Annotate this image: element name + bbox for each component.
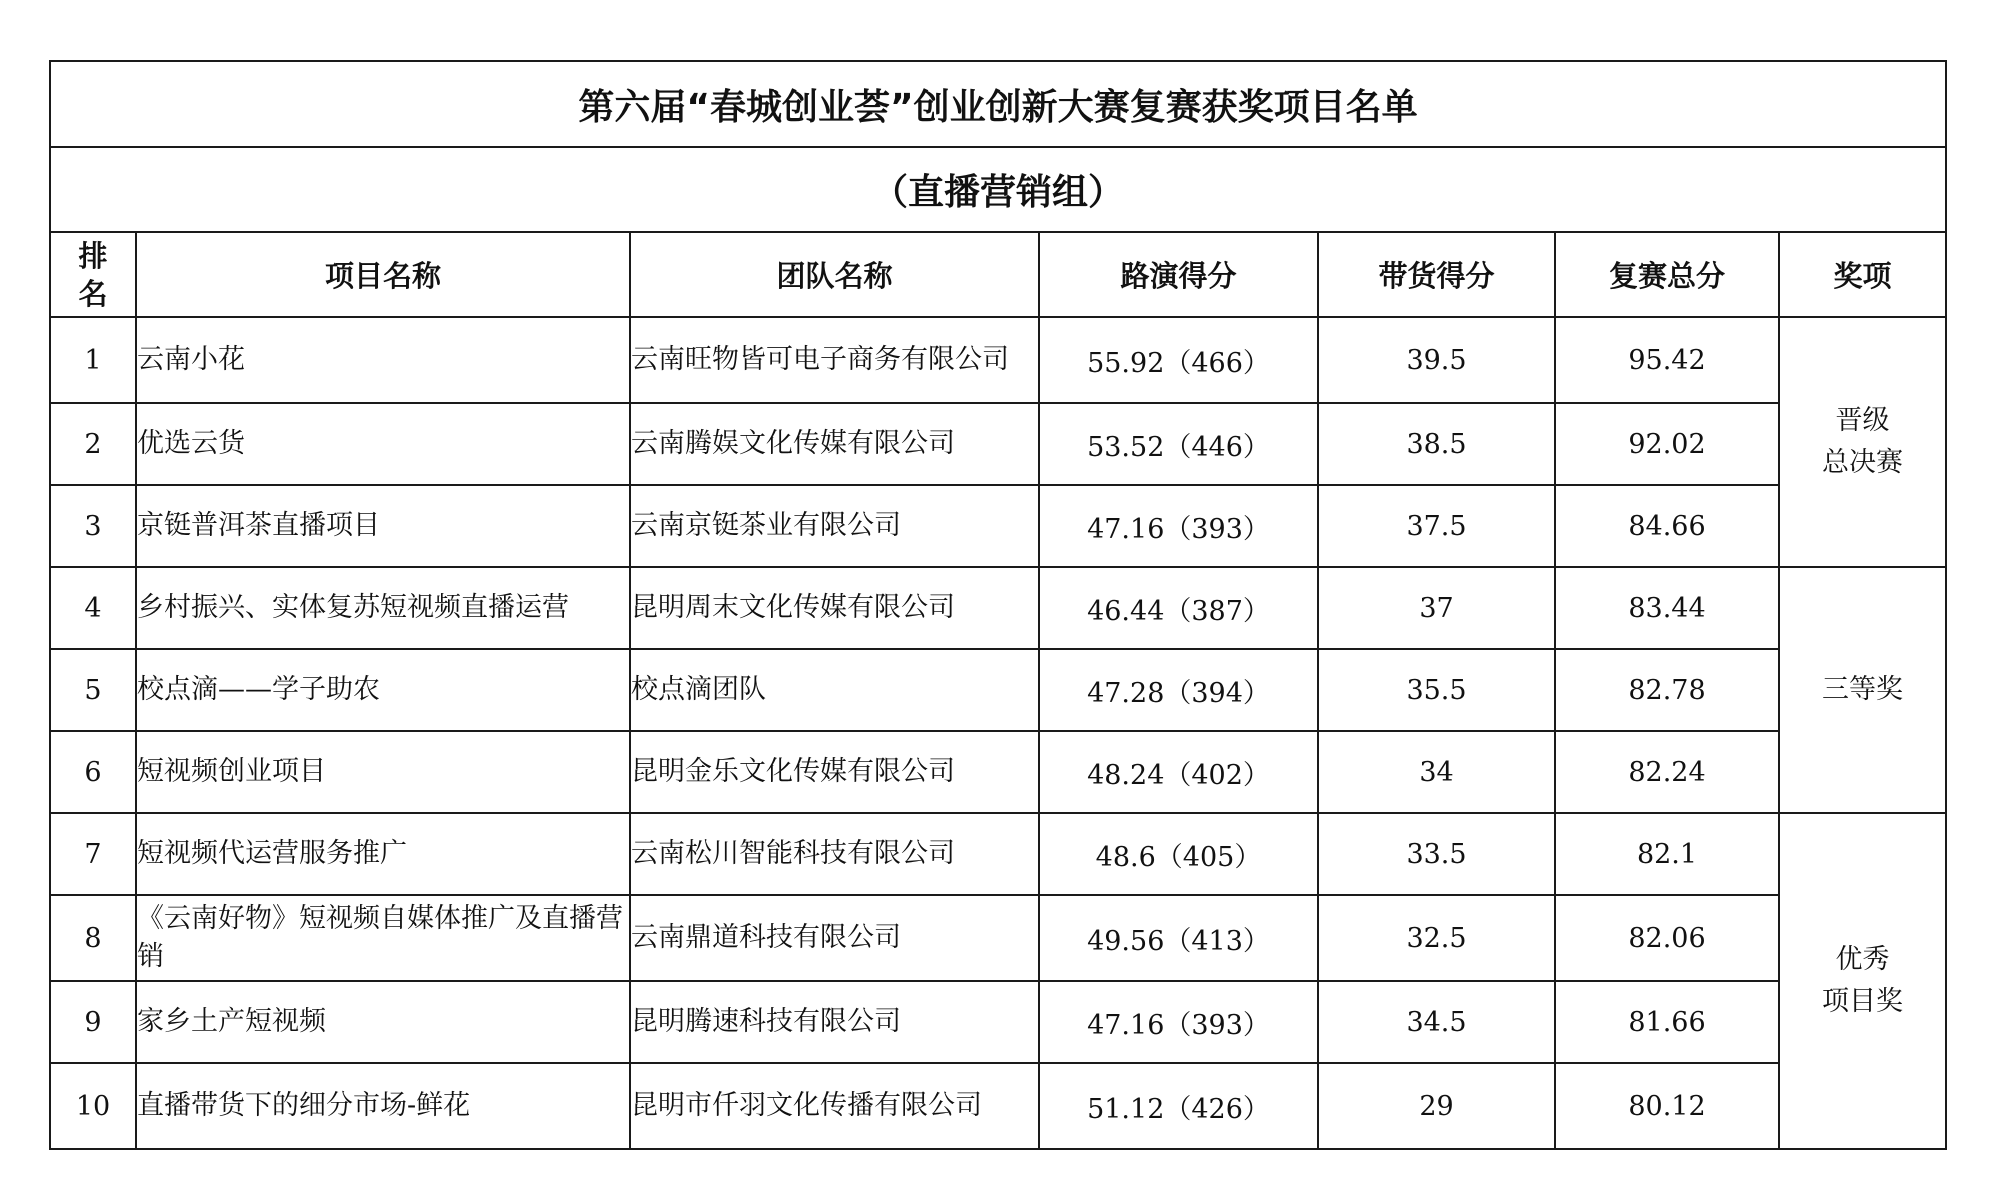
sales-score-cell: 37	[1318, 567, 1555, 649]
rank-cell: 5	[50, 649, 136, 731]
table-row	[50, 813, 1946, 895]
total-score-cell: 92.02	[1555, 403, 1779, 485]
table-row	[50, 403, 1946, 485]
roadshow-score-cell: 48.24（402）	[1039, 731, 1318, 813]
project-cell: 京铤普洱茶直播项目	[136, 485, 630, 567]
header-project: 项目名称	[136, 232, 630, 317]
total-score-cell: 81.66	[1555, 981, 1779, 1063]
header-team: 团队名称	[630, 232, 1039, 317]
award-cell-third-prize: 三等奖	[1779, 567, 1946, 813]
total-score-cell: 82.78	[1555, 649, 1779, 731]
rank-cell: 4	[50, 567, 136, 649]
award-cell-excellent	[1779, 813, 1946, 1149]
sales-score-cell: 29	[1318, 1063, 1555, 1149]
sales-score-cell: 34	[1318, 731, 1555, 813]
total-score-cell: 84.66	[1555, 485, 1779, 567]
rank-cell: 6	[50, 731, 136, 813]
table-row	[50, 317, 1946, 403]
project-cell: 校点滴——学子助农	[136, 649, 630, 731]
table-row	[50, 731, 1946, 813]
header-row	[50, 232, 1946, 317]
header-rank	[50, 232, 136, 317]
award-list-table	[49, 60, 1947, 1150]
header-roadshow-score: 路演得分	[1039, 232, 1318, 317]
total-score-cell: 82.1	[1555, 813, 1779, 895]
team-cell: 昆明市仟羽文化传播有限公司	[630, 1063, 1039, 1149]
award-cell-finalist	[1779, 317, 1946, 567]
rank-cell: 10	[50, 1063, 136, 1149]
header-rank-line2: 名	[78, 276, 108, 311]
project-cell: 家乡土产短视频	[136, 981, 630, 1063]
team-cell: 昆明金乐文化传媒有限公司	[630, 731, 1039, 813]
roadshow-score-cell: 46.44（387）	[1039, 567, 1318, 649]
table-row	[50, 895, 1946, 981]
rank-cell: 3	[50, 485, 136, 567]
group-subtitle: （直播营销组）	[50, 147, 1946, 232]
roadshow-score-cell: 48.6（405）	[1039, 813, 1318, 895]
document-title: 第六届“春城创业荟”创业创新大赛复赛获奖项目名单	[50, 61, 1946, 147]
project-cell: 直播带货下的细分市场-鲜花	[136, 1063, 630, 1149]
total-score-cell: 82.06	[1555, 895, 1779, 981]
header-award: 奖项	[1779, 232, 1946, 317]
header-rank-line1: 排	[78, 238, 108, 273]
team-cell: 校点滴团队	[630, 649, 1039, 731]
project-cell: 乡村振兴、实体复苏短视频直播运营	[136, 567, 630, 649]
total-score-cell: 80.12	[1555, 1063, 1779, 1149]
roadshow-score-cell: 47.28（394）	[1039, 649, 1318, 731]
total-score-cell: 95.42	[1555, 317, 1779, 403]
table-row	[50, 981, 1946, 1063]
rank-cell: 7	[50, 813, 136, 895]
header-sales-score: 带货得分	[1318, 232, 1555, 317]
project-cell: 云南小花	[136, 317, 630, 403]
sales-score-cell: 33.5	[1318, 813, 1555, 895]
team-cell: 云南鼎道科技有限公司	[630, 895, 1039, 981]
award-excellent-line2: 项目奖	[1822, 986, 1903, 1017]
team-cell: 云南旺物皆可电子商务有限公司	[630, 317, 1039, 403]
table-row	[50, 1063, 1946, 1149]
sales-score-cell: 32.5	[1318, 895, 1555, 981]
project-cell: 优选云货	[136, 403, 630, 485]
table-row	[50, 485, 1946, 567]
roadshow-score-cell: 47.16（393）	[1039, 485, 1318, 567]
project-cell: 《云南好物》短视频自媒体推广及直播营销	[136, 895, 630, 981]
sales-score-cell: 38.5	[1318, 403, 1555, 485]
team-cell: 云南松川智能科技有限公司	[630, 813, 1039, 895]
rank-cell: 1	[50, 317, 136, 403]
sales-score-cell: 34.5	[1318, 981, 1555, 1063]
rank-cell: 8	[50, 895, 136, 981]
sales-score-cell: 39.5	[1318, 317, 1555, 403]
total-score-cell: 83.44	[1555, 567, 1779, 649]
total-score-cell: 82.24	[1555, 731, 1779, 813]
award-excellent-line1: 优秀	[1835, 944, 1890, 975]
roadshow-score-cell: 47.16（393）	[1039, 981, 1318, 1063]
rank-cell: 2	[50, 403, 136, 485]
project-cell: 短视频代运营服务推广	[136, 813, 630, 895]
team-cell: 昆明腾速科技有限公司	[630, 981, 1039, 1063]
header-total-score: 复赛总分	[1555, 232, 1779, 317]
roadshow-score-cell: 55.92（466）	[1039, 317, 1318, 403]
table-row	[50, 649, 1946, 731]
rank-cell: 9	[50, 981, 136, 1063]
roadshow-score-cell: 53.52（446）	[1039, 403, 1318, 485]
team-cell: 云南京铤茶业有限公司	[630, 485, 1039, 567]
award-finalist-line1: 晋级	[1835, 405, 1890, 436]
project-cell: 短视频创业项目	[136, 731, 630, 813]
team-cell: 昆明周末文化传媒有限公司	[630, 567, 1039, 649]
table-row	[50, 567, 1946, 649]
roadshow-score-cell: 51.12（426）	[1039, 1063, 1318, 1149]
roadshow-score-cell: 49.56（413）	[1039, 895, 1318, 981]
sales-score-cell: 37.5	[1318, 485, 1555, 567]
team-cell: 云南腾娱文化传媒有限公司	[630, 403, 1039, 485]
sales-score-cell: 35.5	[1318, 649, 1555, 731]
award-finalist-line2: 总决赛	[1822, 447, 1903, 478]
